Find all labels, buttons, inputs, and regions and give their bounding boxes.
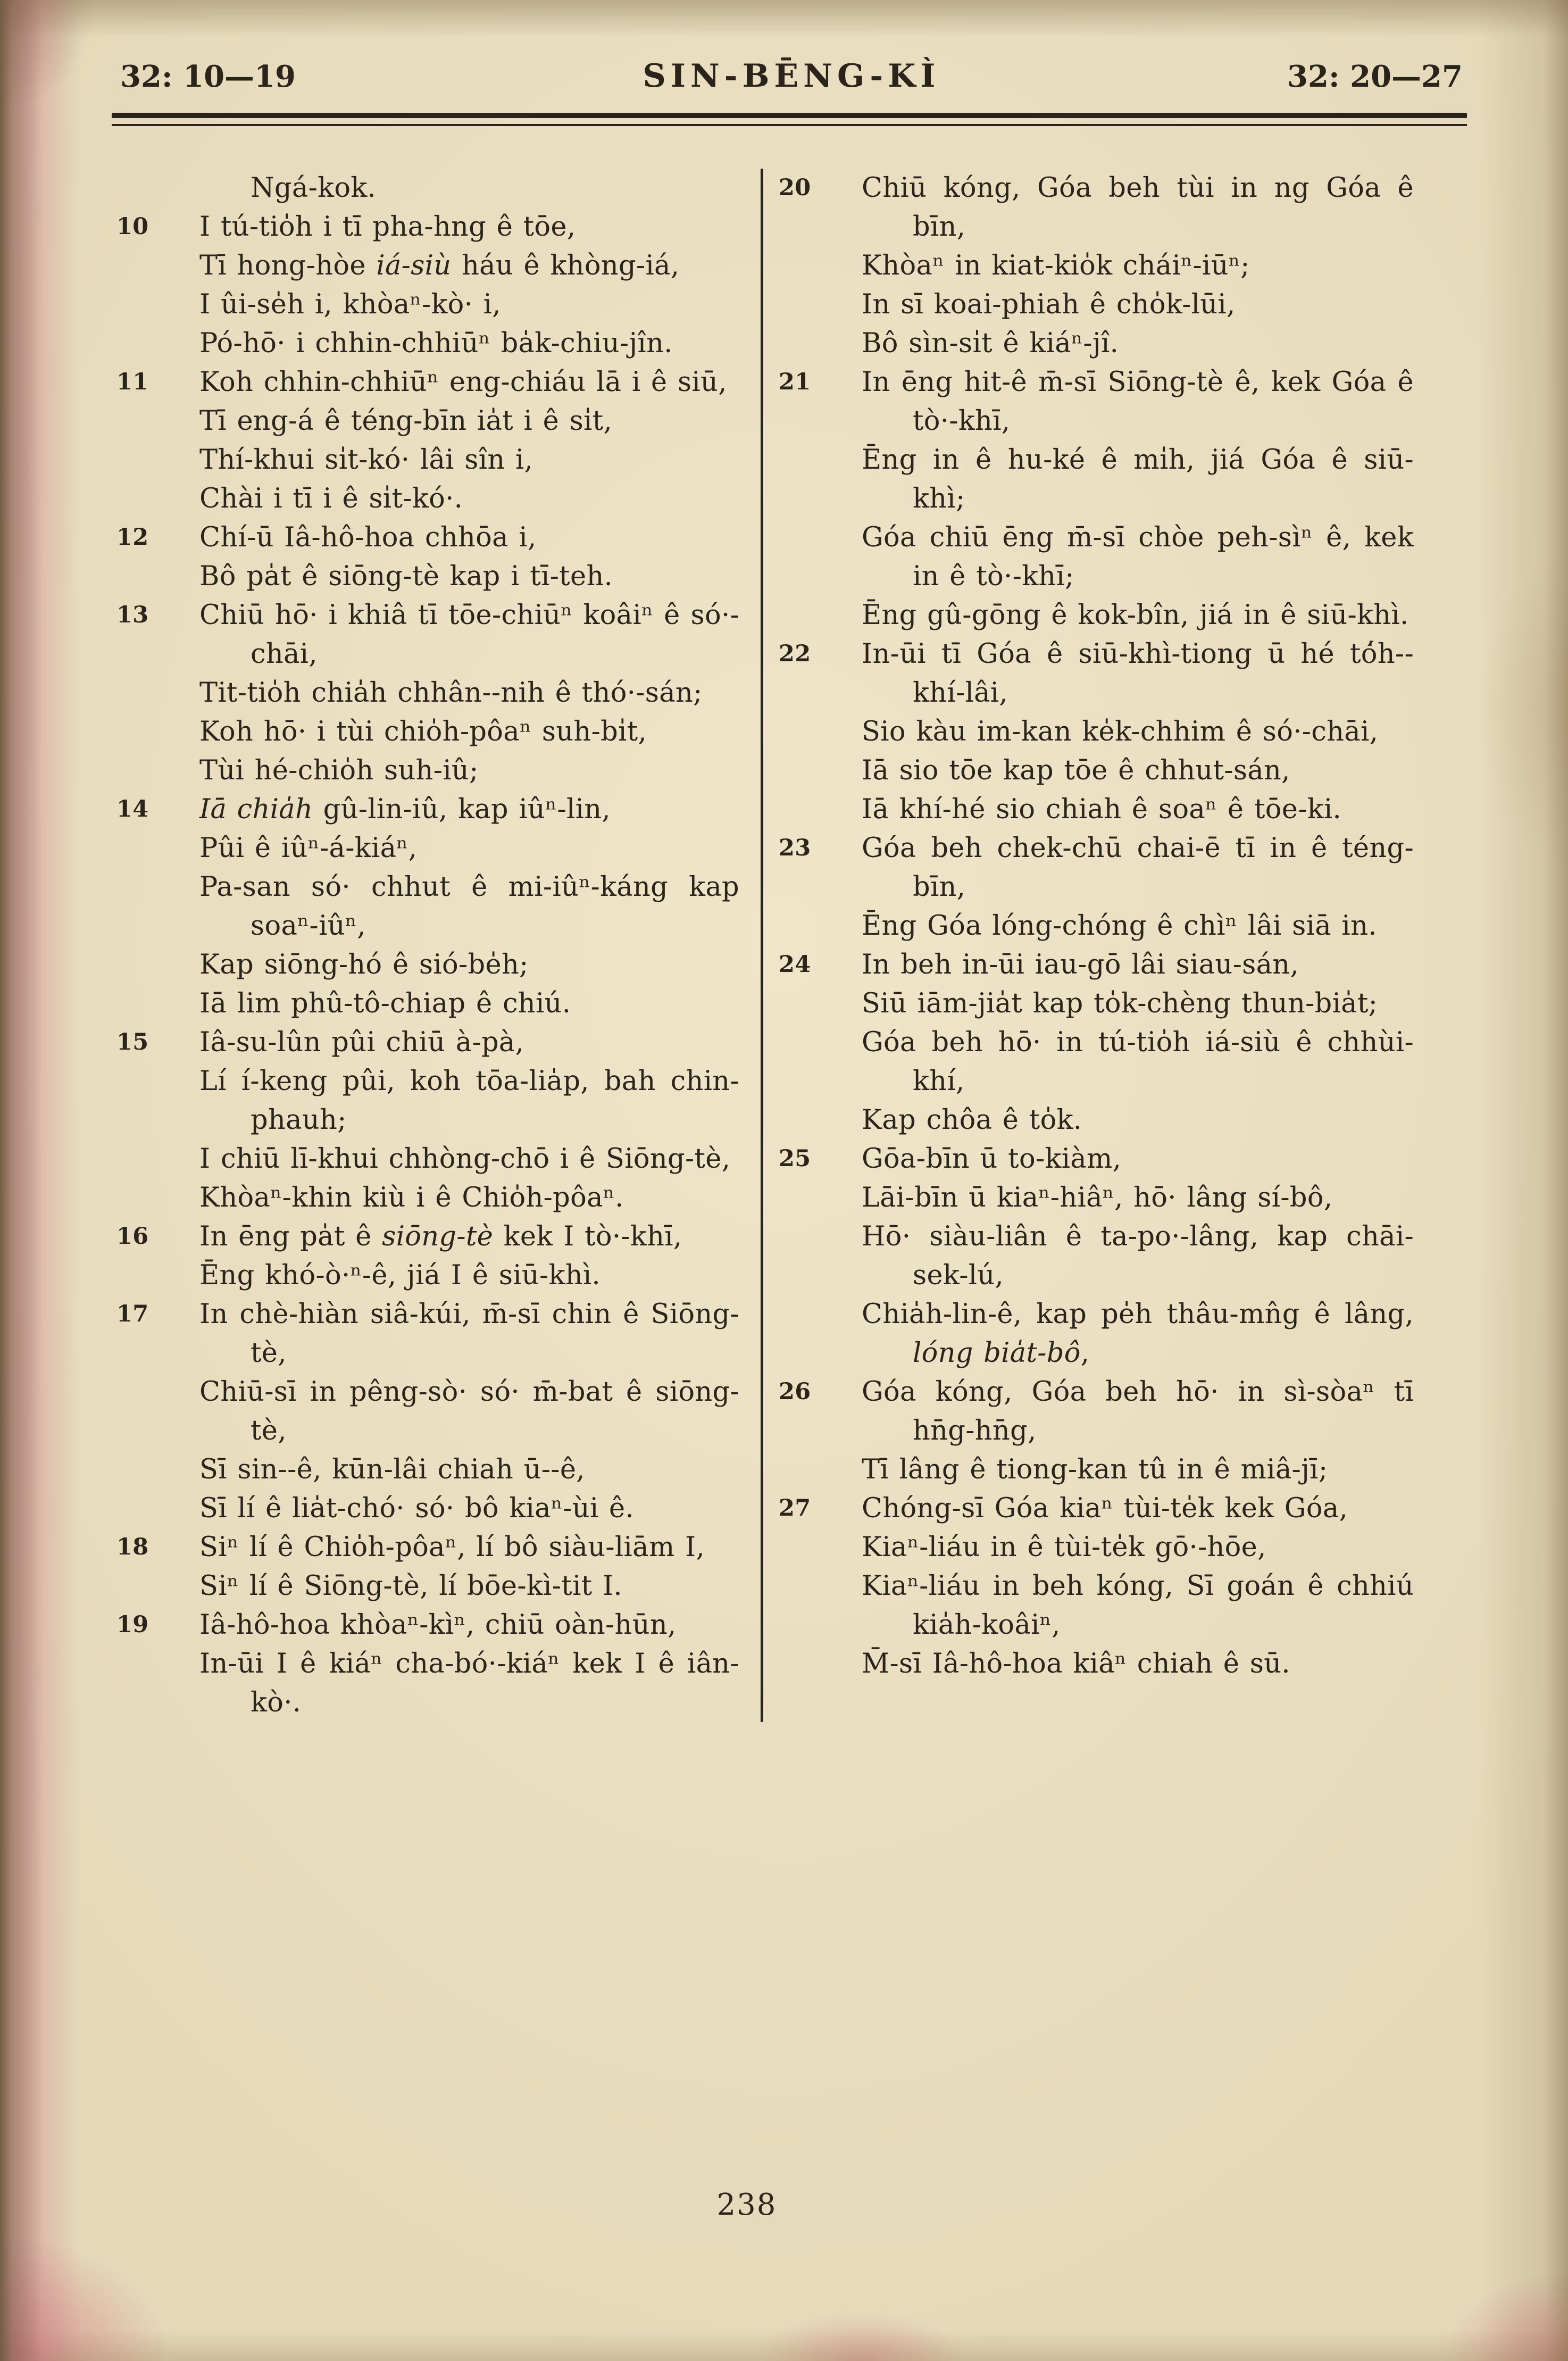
verse-number: 16 bbox=[116, 1223, 149, 1250]
verse-number: 17 bbox=[116, 1301, 149, 1327]
verse-line: Lí í-keng pûi, koh tōa-lia̍p, bah chin-phauh; bbox=[199, 1066, 739, 1136]
verse-line: Siū iām-jia̍t kap to̍k-chèng thun-bia̍t; bbox=[862, 988, 1378, 1019]
verse-23 bbox=[779, 829, 1414, 945]
verse-line: Chiū hō· i khiâ tī tōe-chiūⁿ koâiⁿ ê só·-chāi, bbox=[199, 600, 739, 670]
verse-line: Khòaⁿ-khin kiù i ê Chio̍h-pôaⁿ. bbox=[199, 1182, 624, 1213]
verse-line: Góa kóng, Góa beh hō· in sì-sòaⁿ tī hn̄g-hn̄g, bbox=[862, 1376, 1414, 1446]
verse-line: Ēng in ê hu-ké ê mi̍h, jiá Góa ê siū-khì; bbox=[862, 444, 1414, 514]
verse-line: Chài i tī i ê si̍t-kó·. bbox=[199, 483, 463, 514]
verse-line: Pa-san só· chhut ê mi-iûⁿ-káng kap soaⁿ-iûⁿ, bbox=[199, 871, 739, 942]
verse-line: Chia̍h-lin-ê, kap pe̍h thâu-mn̂g ê lâng, lóng bia̍t-bô, bbox=[862, 1299, 1414, 1369]
running-header bbox=[112, 57, 1467, 95]
verse-line: Thí-khui si̍t-kó· lâi sîn i, bbox=[199, 444, 533, 476]
verse-line: Ēng khó-ò·ⁿ-ê, jiá I ê siū-khì. bbox=[199, 1260, 601, 1291]
verse-line: Góa beh hō· in tú-tio̍h iá-siù ê chhùi-khí, bbox=[862, 1027, 1414, 1097]
left-column bbox=[112, 169, 761, 1722]
verse-22 bbox=[779, 635, 1414, 829]
verse-18 bbox=[116, 1528, 739, 1606]
verse-line: Bô pa̍t ê siōng-tè kap i tī-teh. bbox=[199, 561, 613, 592]
header-verse-range-left: 32: 10—19 bbox=[120, 59, 296, 94]
verse-line: Khòaⁿ in kiat-kio̍k cháiⁿ-iūⁿ; bbox=[862, 250, 1250, 281]
verse-26 bbox=[779, 1373, 1414, 1489]
verse-number: 25 bbox=[779, 1145, 811, 1172]
verse-line: In ēng pa̍t ê siōng-tè kek I tò·-khī, bbox=[199, 1221, 682, 1252]
italic-text: iá-siù bbox=[376, 250, 452, 281]
verse-number: 11 bbox=[116, 369, 149, 395]
verse-line: Iā khí-hé sio chiah ê soaⁿ ê tōe-ki. bbox=[862, 794, 1342, 825]
verse-line: In beh in-ūi iau-gō lâi siau-sán, bbox=[862, 949, 1299, 980]
verse-line: Góa chiū ēng m̄-sī chòe peh-sìⁿ ê, kek in ê tò·-khī; bbox=[862, 522, 1414, 592]
verse-line: Kiaⁿ-liáu in beh kóng, Sī goán ê chhiú kia̍h-koâiⁿ, bbox=[862, 1570, 1414, 1641]
italic-text: siōng-tè bbox=[382, 1221, 494, 1252]
verse-10 bbox=[116, 207, 739, 363]
verse-line: Kap siōng-hó ê sió-be̍h; bbox=[199, 949, 529, 980]
verse-fragment bbox=[199, 169, 739, 207]
verse-line: Lāi-bīn ū kiaⁿ-hiâⁿ, hō· lâng sí-bô, bbox=[862, 1182, 1333, 1213]
verse-19 bbox=[116, 1606, 739, 1722]
verse-line: Tùi hé-chio̍h suh-iû; bbox=[199, 755, 479, 786]
book-title: SIN-BĒNG-KÌ bbox=[643, 57, 940, 95]
verse-13 bbox=[116, 596, 739, 790]
verse-21 bbox=[779, 363, 1414, 635]
header-rule-thin bbox=[112, 124, 1467, 126]
verse-number: 14 bbox=[116, 796, 149, 822]
verse-24 bbox=[779, 945, 1414, 1140]
verse-line: Ēng gû-gōng ê kok-bîn, jiá in ê siū-khì. bbox=[862, 600, 1409, 631]
verse-number: 20 bbox=[779, 174, 811, 201]
verse-line: Sio kàu im-kan ke̍k-chhim ê só·-chāi, bbox=[862, 716, 1379, 747]
verse-number: 21 bbox=[779, 369, 811, 395]
verse-number: 10 bbox=[116, 213, 149, 240]
verse-11 bbox=[116, 363, 739, 518]
verse-line: Tī hong-hòe iá-siù háu ê khòng-iá, bbox=[199, 250, 680, 281]
verse-line: Chóng-sī Góa kiaⁿ tùi-te̍k kek Góa, bbox=[862, 1493, 1348, 1524]
header-verse-range-right: 32: 20—27 bbox=[1287, 59, 1463, 94]
verse-number: 13 bbox=[116, 602, 149, 628]
verse-line: Pó-hō· i chhin-chhiūⁿ ba̍k-chiu-jîn. bbox=[199, 328, 673, 359]
verse-line: Iâ-su-lûn pûi chiū à-pà, bbox=[199, 1027, 524, 1058]
verse-line: Góa beh chek-chū chai-ē tī in ê téng-bīn, bbox=[862, 833, 1414, 903]
verse-line: Siⁿ lí ê Chio̍h-pôaⁿ, lí bô siàu-liām I, bbox=[199, 1532, 705, 1563]
verse-number: 22 bbox=[779, 641, 811, 667]
verse-line: In ēng hit-ê m̄-sī Siōng-tè ê, kek Góa ê tò·-khī, bbox=[862, 367, 1414, 437]
verse-line: In-ūi I ê kiáⁿ cha-bó·-kiáⁿ kek I ê iân-kò·. bbox=[199, 1648, 739, 1718]
columns bbox=[112, 169, 1467, 1722]
verse-line: Tī lâng ê tiong-kan tû in ê miâ-jī; bbox=[862, 1454, 1328, 1485]
verse-line: Ēng Góa lóng-chóng ê chìⁿ lâi siā in. bbox=[862, 910, 1377, 942]
verse-line: M̄-sī Iâ-hô-hoa kiâⁿ chiah ê sū. bbox=[862, 1648, 1290, 1680]
verse-line: Siⁿ lí ê Siōng-tè, lí bōe-kì-tit I. bbox=[199, 1570, 622, 1602]
verse-line: Iâ-hô-hoa khòaⁿ-kìⁿ, chiū oàn-hūn, bbox=[199, 1609, 677, 1641]
verse-line: Koh chhin-chhiūⁿ eng-chiáu lā i ê siū, bbox=[199, 367, 727, 398]
verse-line: Hō· siàu-liân ê ta-po·-lâng, kap chāi-sek-lú, bbox=[862, 1221, 1414, 1291]
verse-number: 23 bbox=[779, 835, 811, 861]
italic-text: Iā chia̍h bbox=[199, 794, 313, 825]
italic-text: lóng bia̍t-bô bbox=[913, 1337, 1081, 1369]
verse-20 bbox=[779, 169, 1414, 363]
verse-27 bbox=[779, 1489, 1414, 1683]
verse-number: 24 bbox=[779, 951, 811, 978]
verse-line: Chí-ū Iâ-hô-hoa chhōa i, bbox=[199, 522, 537, 553]
verse-line: In chè-hiàn siâ-kúi, m̄-sī chin ê Siōng-tè, bbox=[199, 1299, 739, 1369]
verse-line: Ngá-kok. bbox=[251, 172, 377, 204]
verse-line: Sī sin--ê, kūn-lâi chiah ū--ê, bbox=[199, 1454, 585, 1485]
verse-line: Bô sìn-si̍t ê kiáⁿ-jî. bbox=[862, 328, 1119, 359]
verse-14 bbox=[116, 790, 739, 1023]
verse-number: 12 bbox=[116, 524, 149, 551]
verse-line: I ûi-se̍h i, khòaⁿ-kò· i, bbox=[199, 289, 501, 320]
verse-16 bbox=[116, 1217, 739, 1295]
verse-line: Koh hō· i tùi chio̍h-pôaⁿ suh-bi̍t, bbox=[199, 716, 647, 747]
verse-15 bbox=[116, 1023, 739, 1217]
verse-12 bbox=[116, 518, 739, 596]
verse-17 bbox=[116, 1295, 739, 1528]
page-number: 238 bbox=[716, 2188, 777, 2222]
verse-number: 26 bbox=[779, 1378, 811, 1405]
verse-line: In-ūi tī Góa ê siū-khì-tiong ū hé tó̍h--khí-lâi, bbox=[862, 638, 1414, 709]
right-column bbox=[761, 169, 1467, 1722]
verse-line: Iā chia̍h gû-lin-iû, kap iûⁿ-lin, bbox=[199, 794, 611, 825]
verse-line: Kiaⁿ-liáu in ê tùi-te̍k gō·-hōe, bbox=[862, 1532, 1266, 1563]
header-rule-thick bbox=[112, 113, 1467, 118]
verse-number: 27 bbox=[779, 1495, 811, 1522]
verse-25 bbox=[779, 1140, 1414, 1373]
verse-line: Iā sio tōe kap tōe ê chhut-sán, bbox=[862, 755, 1290, 786]
verse-number: 19 bbox=[116, 1611, 149, 1638]
verse-line: I chiū lī-khui chhòng-chō i ê Siōng-tè, bbox=[199, 1143, 731, 1175]
verse-line: Chiū kóng, Góa beh tùi in ng Góa ê bīn, bbox=[862, 172, 1414, 243]
verse-number: 18 bbox=[116, 1534, 149, 1560]
verse-line: I tú-tio̍h i tī pha-hng ê tōe, bbox=[199, 211, 576, 243]
verse-line: Sī lí ê lia̍t-chó· só· bô kiaⁿ-ùi ê. bbox=[199, 1493, 635, 1524]
verse-line: Tī eng-á ê téng-bīn ia̍t i ê si̍t, bbox=[199, 405, 613, 437]
verse-line: In sī koai-phiah ê cho̍k-lūi, bbox=[862, 289, 1236, 320]
verse-line: Kap chôa ê to̍k. bbox=[862, 1104, 1082, 1136]
verse-number: 15 bbox=[116, 1029, 149, 1055]
verse-line: Pûi ê iûⁿ-á-kiáⁿ, bbox=[199, 833, 418, 864]
verse-line: Tit-tio̍h chia̍h chhân--nih ê thó·-sán; bbox=[199, 677, 703, 709]
verse-line: Chiū-sī in pêng-sò· só· m̄-bat ê siōng-tè, bbox=[199, 1376, 739, 1446]
verse-line: Iā lim phû-tô-chiap ê chiú. bbox=[199, 988, 571, 1019]
verse-line: Gōa-bīn ū to-kiàm, bbox=[862, 1143, 1122, 1175]
page-content bbox=[112, 57, 1467, 1722]
